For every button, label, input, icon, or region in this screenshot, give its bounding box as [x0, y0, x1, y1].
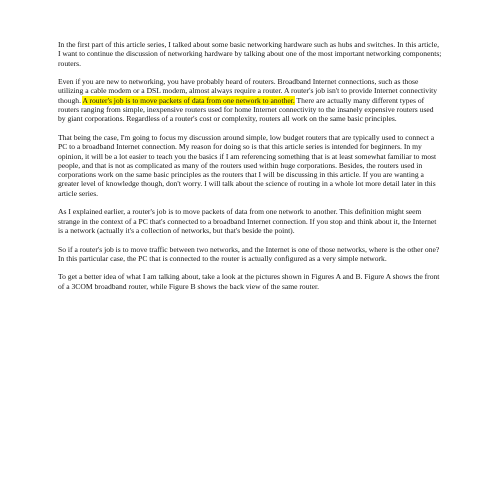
paragraph-text: As I explained earlier, a router's job is to move packets of data from one network to another. This definition might seem strange in the context of a PC that's connected to a broadband Internet connection. If you stop and think about it, the Internet is a network (actually it's a collection of networks, but that's beside the point). — [58, 207, 437, 235]
paragraph-routers-overview — [58, 77, 442, 123]
highlighted-text: A router's job is to move packets of data from one network to another. — [82, 95, 295, 105]
paragraph-text: To get a better idea of what I am talking about, take a look at the pictures shown in Figures A and B. Figure A shows the front of a 3COM broadband router, while Figure B shows the back view of the same router. — [58, 272, 440, 291]
paragraph-text: So if a router's job is to move traffic between two networks, and the Internet is one of those networks, where is the other one? In this particular case, the PC that is connected to the router is actually configured as a very simple network. — [58, 244, 440, 263]
paragraph-focus-discussion — [58, 133, 442, 198]
paragraph-text: In the first part of this article series, I talked about some basic networking hardware such as hubs and switches. In this article, I want to continue the discussion of networking hardware by talking about one of the most important networking components; routers. — [58, 40, 442, 68]
paragraph-figures — [58, 272, 442, 291]
paragraph-two-networks — [58, 245, 442, 264]
paragraph-text-before-highlight: Even if you are new to networking, you have probably heard of routers. Broadband Internet connections, such as those utilizing a cable modem or a DSL modem, almost always require a router. A router's job isn't to provide Internet connectivity though. — [58, 77, 438, 105]
paragraph-text-after-highlight: There are actually many different types of routers ranging from simple, inexpensive routers used for home Internet connectivity to the insanely expensive routers used by giant corporations. Regardless of a router's cost or complexity, routers all work on the same basic principles. — [58, 95, 434, 124]
paragraph-text: That being the case, I'm going to focus my discussion around simple, low budget routers that are typically used to connect a PC to a broadband Internet connection. My reason for doing so is that this article series is intended for beginners. In my opinion, it will be a lot easier to teach you the basics if I am referencing something that is at least somewhat familiar to most people, and that is not as complicated as many of the routers used within huge corporations. Besides, the routers used in corporations work on the same basic principles as the routers that I will be discussing in this article. If you are wanting a greater level of knowledge though, don't worry. I will talk about the science of routing in a whole lot more detail later in this article series. — [58, 132, 437, 198]
document-page — [58, 40, 442, 300]
paragraph-router-definition — [58, 207, 442, 235]
paragraph-intro — [58, 40, 442, 68]
